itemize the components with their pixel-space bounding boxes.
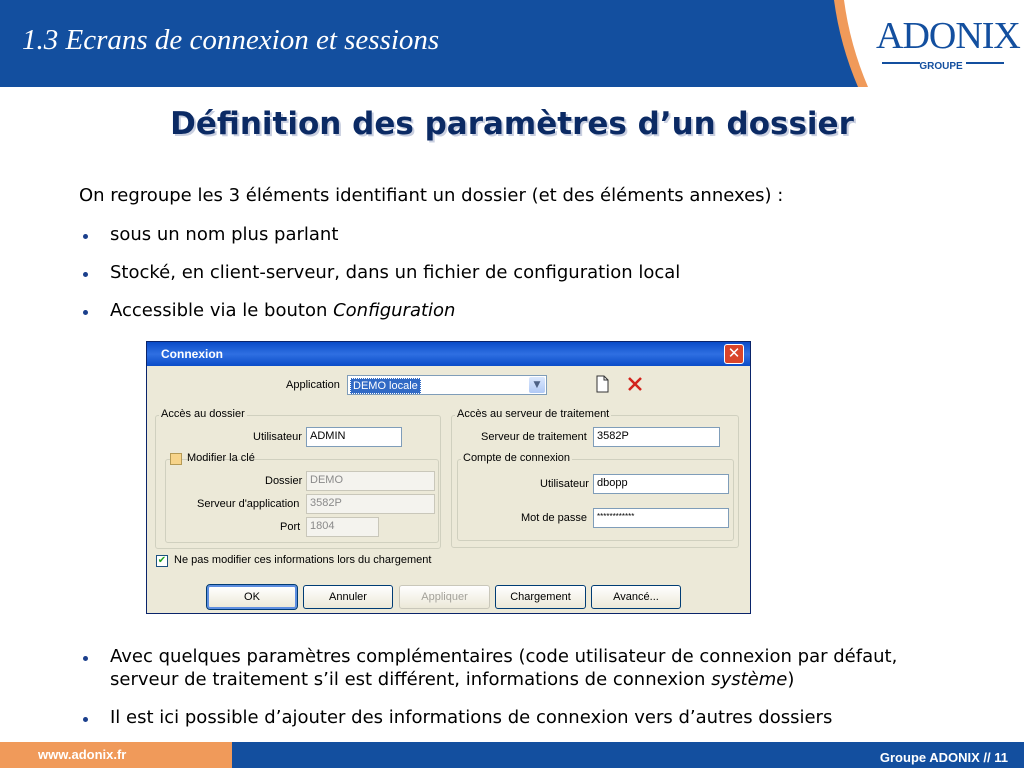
dossier-group-title: Accès au dossier	[161, 408, 245, 420]
logo: ADONIX	[876, 15, 1020, 57]
application-label: Application	[286, 379, 340, 391]
apply-button[interactable]: Appliquer	[399, 585, 490, 609]
dossier-label: Dossier	[265, 475, 303, 487]
dialog-titlebar[interactable]	[147, 342, 750, 366]
ok-button[interactable]: OK	[207, 585, 297, 609]
account-user-field[interactable]: dbopp	[593, 474, 729, 494]
application-value: DEMO locale	[350, 378, 421, 394]
account-group-title: Compte de connexion	[463, 452, 571, 464]
dialog-title: Connexion	[161, 347, 223, 361]
bullet-icon	[83, 310, 88, 315]
section-title: 1.3 Ecrans de connexion et sessions	[22, 24, 440, 56]
user-field[interactable]: ADMIN	[306, 427, 402, 447]
bullet-icon	[83, 272, 88, 277]
footer-website[interactable]: www.adonix.fr	[38, 747, 127, 762]
bullet-5: Il est ici possible d’ajouter des informations de connexion vers d’autres dossiers	[110, 707, 833, 728]
modify-key-label: Modifier la clé	[187, 452, 255, 464]
connexion-dialog	[146, 341, 751, 614]
load-button[interactable]: Chargement	[495, 585, 586, 609]
close-icon[interactable]: ✕	[724, 344, 744, 364]
account-user-label: Utilisateur	[540, 478, 589, 490]
no-modify-checkbox[interactable]: ✔	[157, 555, 167, 566]
user-label: Utilisateur	[253, 431, 302, 443]
modify-key-checkbox[interactable]	[170, 453, 182, 465]
port-label: Port	[280, 521, 301, 533]
slide-title: Définition des paramètres d’un dossier	[170, 106, 854, 142]
application-select[interactable]	[347, 375, 547, 395]
server-field[interactable]: 3582P	[593, 427, 720, 447]
account-group	[457, 459, 734, 541]
delete-icon[interactable]	[624, 373, 646, 395]
intro-text: On regroupe les 3 éléments identifiant un dossier (et des éléments annexes) :	[79, 185, 784, 206]
logo-subtitle: GROUPE	[876, 55, 1006, 69]
server-group-title: Accès au serveur de traitement	[457, 408, 610, 420]
advanced-button[interactable]: Avancé...	[591, 585, 681, 609]
footer-page-info: Groupe ADONIX // 11	[879, 750, 1008, 765]
new-document-icon[interactable]	[591, 373, 613, 395]
chevron-down-icon[interactable]: ▼	[529, 377, 545, 393]
app-server-label: Serveur d'application	[197, 498, 300, 510]
bullet-1: sous un nom plus parlant	[110, 224, 339, 245]
bullet-icon	[83, 717, 88, 722]
bullet-icon	[83, 234, 88, 239]
dossier-field[interactable]: DEMO	[306, 471, 435, 491]
bullet-4-line-1: Avec quelques paramètres complémentaires (code utilisateur de connexion par défaut,	[110, 646, 898, 667]
password-field[interactable]: ************	[593, 508, 729, 528]
bullet-4-line-2: serveur de traitement s’il est différent, informations de connexion système)	[110, 669, 795, 690]
port-field[interactable]: 1804	[306, 517, 379, 537]
bullet-2: Stocké, en client-serveur, dans un fichier de configuration local	[110, 262, 681, 283]
cancel-button[interactable]: Annuler	[303, 585, 393, 609]
server-label: Serveur de traitement	[481, 431, 587, 443]
no-modify-label: Ne pas modifier ces informations lors du chargement	[174, 554, 432, 566]
app-server-field[interactable]: 3582P	[306, 494, 435, 514]
bullet-icon	[83, 656, 88, 661]
password-label: Mot de passe	[521, 512, 588, 524]
bullet-3: Accessible via le bouton Configuration	[110, 300, 456, 321]
